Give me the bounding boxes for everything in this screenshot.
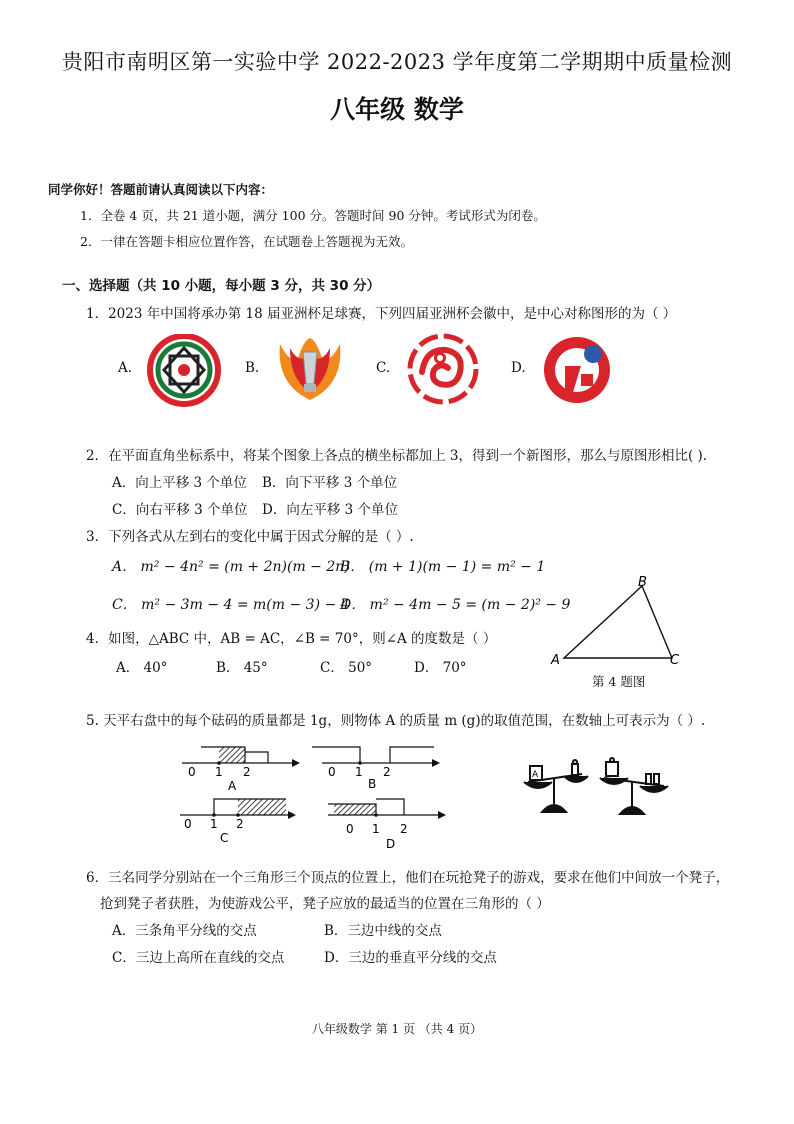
q5-number-lines xyxy=(176,738,476,856)
emblem-b-image xyxy=(270,334,350,404)
q6-option-d: D．三边的垂直平分线的交点 xyxy=(324,950,497,966)
balance-object-label: A xyxy=(532,770,539,780)
q4-vertex-a: A xyxy=(551,653,560,666)
q5-balance-scales xyxy=(520,756,670,826)
q4-option-a: A． 40° xyxy=(116,660,168,676)
notice-heading: 同学你好！答题前请认真阅读以下内容： xyxy=(48,182,274,197)
svg-text:1: 1 xyxy=(355,765,363,779)
svg-text:D: D xyxy=(386,837,396,851)
q2-option-d: D．向左平移 3 个单位 xyxy=(262,502,398,518)
q5-stem: 5. 天平右盘中的每个砝码的质量都是 1g，则物体 A 的质量 m (g)的取值范围，在数轴上可表示为（ ）. xyxy=(86,713,706,729)
emblem-a-image xyxy=(142,334,226,410)
svg-text:B: B xyxy=(368,777,377,791)
q4-figure-caption: 第 4 题图 xyxy=(592,674,646,689)
svg-text:2: 2 xyxy=(236,817,244,831)
q3-option-c: C． m² − 3m − 4 = m(m − 3) − 4 xyxy=(112,597,350,613)
balance-left xyxy=(524,760,588,812)
q2-option-b: B．向下平移 3 个单位 xyxy=(262,475,398,491)
q1-stem: 1．2023 年中国将承办第 18 届亚洲杯足球赛，下列四届亚洲杯会徽中，是中心对称图形的为（ ） xyxy=(86,306,677,322)
svg-text:0: 0 xyxy=(188,765,196,779)
section-heading: 一、选择题（共 10 小题，每小题 3 分，共 30 分） xyxy=(62,278,381,294)
q2-option-c: C．向右平移 3 个单位 xyxy=(112,502,248,518)
q4-stem: 4．如图，△ABC 中，AB = AC，∠B = 70°，则∠A 的度数是（ ） xyxy=(86,631,497,647)
q6-stem-line1: 6．三名同学分别站在一个三角形三个顶点的位置上，他们在玩抢凳子的游戏，要求在他们中间放一个凳子， xyxy=(86,870,730,886)
q5-option-b-line xyxy=(312,747,440,791)
q5-option-c-line xyxy=(180,799,296,845)
q3-stem: 3．下列各式从左到右的变化中属于因式分解的是（ ）. xyxy=(86,529,414,545)
svg-text:A: A xyxy=(228,779,237,793)
svg-text:1: 1 xyxy=(210,817,218,831)
svg-text:0: 0 xyxy=(184,817,192,831)
notice-rule-2: 2．一律在答题卡相应位置作答，在试题卷上答题视为无效。 xyxy=(80,234,413,249)
exam-subtitle: 八年级 数学 xyxy=(330,95,464,124)
q4-option-b: B． 45° xyxy=(216,660,268,676)
q1-label-d: D. xyxy=(511,360,526,376)
notice-rule-1: 1．全卷 4 页，共 21 道小题，满分 100 分。答题时间 90 分钟。考试形式为闭卷。 xyxy=(80,208,546,223)
exam-title: 贵阳市南明区第一实验中学 2022-2023 学年度第二学期期中质量检测 xyxy=(61,50,733,74)
q5-option-a-line xyxy=(182,747,300,793)
page-footer: 八年级数学 第 1 页 （共 4 页） xyxy=(311,1022,483,1036)
emblem-d-image xyxy=(541,334,613,406)
q6-option-b: B．三边中线的交点 xyxy=(324,923,442,939)
q6-stem-line2: 抢到凳子者获胜，为使游戏公平，凳子应放的最适当的位置在三角形的（ ） xyxy=(100,896,550,912)
q1-label-c: C. xyxy=(376,360,391,376)
svg-text:C: C xyxy=(220,831,229,845)
svg-text:0: 0 xyxy=(346,822,354,836)
svg-text:2: 2 xyxy=(243,765,251,779)
q4-option-d: D． 70° xyxy=(414,660,467,676)
q6-option-a: A．三条角平分线的交点 xyxy=(112,923,257,939)
q2-stem: 2．在平面直角坐标系中，将某个图象上各点的横坐标都加上 3，得到一个新图形，那么与原图形相比( ). xyxy=(86,448,708,464)
svg-text:1: 1 xyxy=(372,822,380,836)
q1-label-a: A. xyxy=(118,360,133,376)
svg-text:2: 2 xyxy=(383,765,391,779)
q4-vertex-c: C xyxy=(670,653,680,666)
balance-right xyxy=(600,758,668,814)
q3-option-b: B． (m + 1)(m − 1) = m² − 1 xyxy=(340,559,546,575)
q2-option-a: A．向上平移 3 个单位 xyxy=(112,475,247,491)
q6-option-c: C．三边上高所在直线的交点 xyxy=(112,950,285,966)
q1-label-b: B. xyxy=(245,360,260,376)
emblem-c-image xyxy=(404,332,482,406)
svg-text:2: 2 xyxy=(400,822,408,836)
q4-option-c: C． 50° xyxy=(320,660,373,676)
q3-option-d: D． m² − 4m − 5 = (m − 2)² − 9 xyxy=(340,597,571,613)
q3-option-a: A． m² − 4n² = (m + 2n)(m − 2n) xyxy=(112,559,350,575)
q4-vertex-b: B xyxy=(638,575,647,590)
svg-text:1: 1 xyxy=(215,765,223,779)
q4-triangle-figure xyxy=(548,574,688,666)
svg-text:0: 0 xyxy=(328,765,336,779)
q5-option-d-line xyxy=(328,799,446,851)
